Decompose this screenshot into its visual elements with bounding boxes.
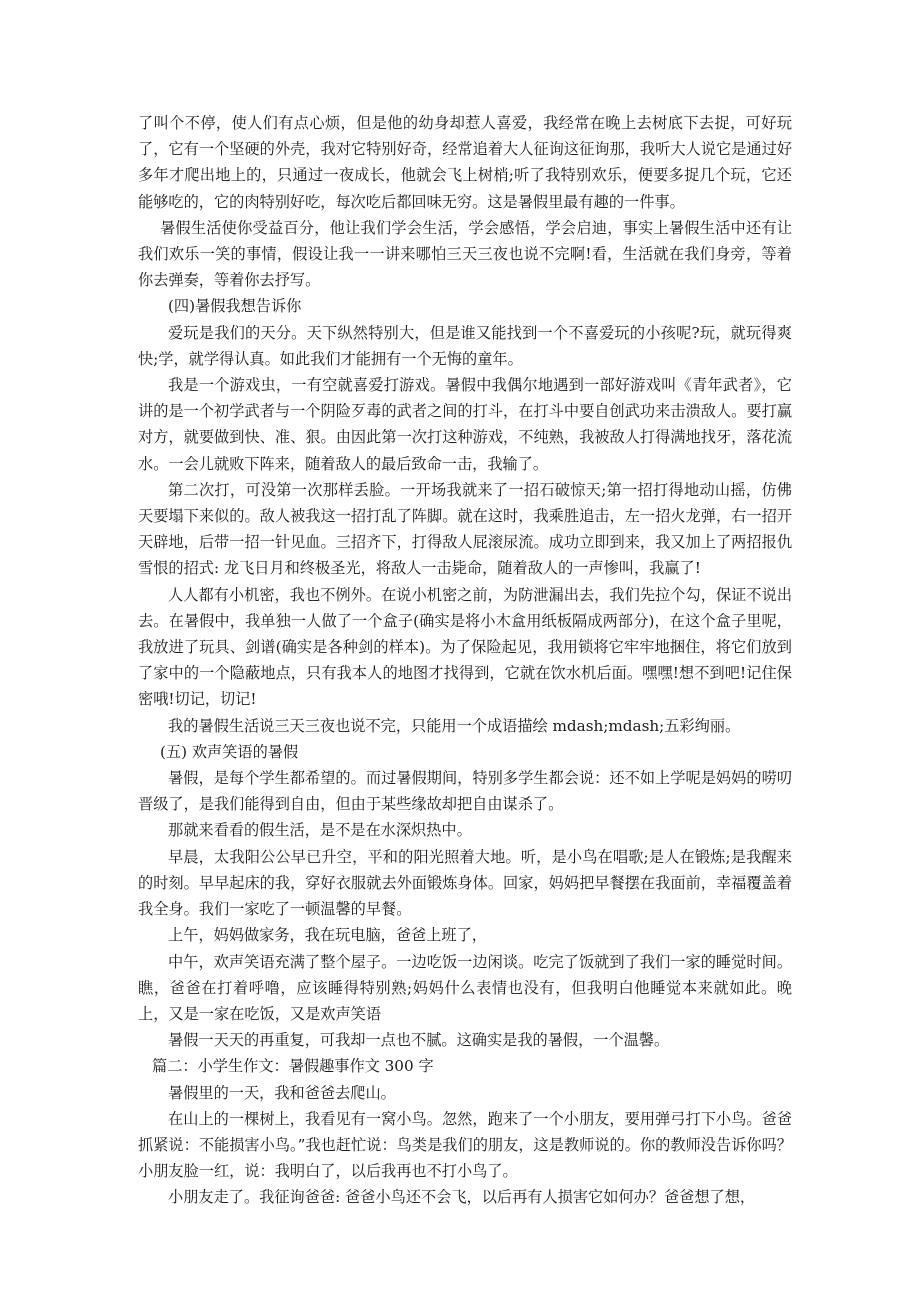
paragraph-game-second: 第二次打，可没第一次那样丢脸。一开场我就来了一招石破惊天;第一招打得地动山摇，仿佛天要塌下来似的。敌人被我这一招打乱了阵脚。就在这时，我乘胜追击，左一招火龙弹，右一招开天辟地，后带一招一针见血。三招齐下，打得敌人屁滚尿流。成功立即到来，我又加上了两招报仇雪恨的招式: 龙飞日月和终极圣光，将敌人一击毙命，随着敌人的一声惨叫，我赢了! [138, 480, 792, 578]
paragraph-summer-benefit: 暑假生活使你受益百分，他让我们学会生活，学会感悟，学会启迪，事实上暑假生活中还有让我们欢乐一笑的事情，假设让我一一讲来哪怕三天三夜也说不完啊!看，生活就在我们身旁，等着你去弹奏，等着你去抒写。 [138, 218, 792, 290]
paragraph-play-nature: 爱玩是我们的天分。天下纵然特别大，但是谁又能找到一个不喜爱玩的小孩呢?玩，就玩得爽快;学，就学得认真。如此我们才能拥有一个无悔的童年。 [138, 323, 792, 368]
paragraph-game-first: 我是一个游戏虫，一有空就喜爱打游戏。暑假中我偶尔地遇到一部好游戏叫《青年武者》，它讲的是一个初学武者与一个阴险歹毒的武者之间的打斗，在打斗中要自创武功来击溃敌人。要打赢对方，就要做到快、准、狠。由因此第一次打这种游戏，不纯熟，我被敌人打得满地找牙，落花流水。一会儿就败下阵来，随着敌人的最后致命一击，我输了。 [138, 376, 792, 473]
paragraph-ask-dad: 小朋友走了。我征询爸爸: 爸爸小鸟还不会飞，以后再有人损害它如何办？爸爸想了想， [168, 1188, 756, 1207]
paragraph-secret: 人人都有小机密，我也不例外。在说小机密之前，为防泄漏出去，我们先拉个勾，保证不说出去。在暑假中，我单独一人做了一个盒子(确实是将小木盒用纸板隔成两部分)，在这个盒子里呢，我放进了玩具、剑谱(确实是各种剑的样本)。为了保险起见，我用锁将它牢牢地捆住，将它们放到了家中的一个隐蔽地点，只有我本人的地图才找得到，它就在饮水机后面。嘿嘿!想不到吧!记住保密哦!切记，切记! [138, 585, 792, 709]
section-heading-4: (四)暑假我想告诉你 [168, 297, 302, 316]
paragraph-summer-hope: 暑假，是每个学生都希望的。而过暑假期间，特别多学生都会说：还不如上学呢是妈妈的唠叨晋级了，是我们能得到自由，但由于某些缘故却把自由谋杀了。 [138, 769, 792, 814]
document-page [138, 110, 792, 1211]
paragraph-morning: 早晨，太我阳公公早已升空，平和的阳光照着大地。听，是小鸟在唱歌;是人在锻炼;是我醒来的时刻。早早起床的我，穿好衣服就去外面锻炼身体。回家，妈妈把早餐摆在我面前，幸福覆盖着我全身。我们一家吃了一顿温馨的早餐。 [138, 847, 792, 919]
article-title-2: 篇二：小学生作文：暑假趣事作文 300 字 [152, 1057, 434, 1076]
paragraph-look-life: 那就来看看的假生活，是不是在水深炽热中。 [168, 821, 472, 840]
paragraph-birds: 在山上的一棵树上，我看见有一窝小鸟。忽然，跑来了一个小朋友，要用弹弓打下小鸟。爸爸抓紧说：不能损害小鸟。”我也赶忙说：鸟类是我们的朋友，这是教师说的。你的教师没告诉你吗？小朋友脸一红，说：我明白了，以后我再也不打小鸟了。 [138, 1109, 792, 1181]
section-heading-5: (五) 欢声笑语的暑假 [160, 742, 299, 761]
paragraph-summary: 我的暑假生活说三天三夜也说不完，只能用一个成语描绘 mdash;mdash;五彩绚丽。 [168, 716, 741, 735]
paragraph-forenoon: 上午，妈妈做家务，我在玩电脑，爸爸上班了， [168, 926, 487, 945]
paragraph-climb: 暑假里的一天，我和爸爸去爬山。 [168, 1083, 396, 1102]
paragraph-noon: 中午，欢声笑语充满了整个屋子。一边吃饭一边闲谈。吃完了饭就到了我们一家的睡觉时间。瞧，爸爸在打着呼噜，应该睡得特别熟;妈妈什么表情也没有，但我明白他睡觉本来就如此。晚上，又是一家在吃饭，又是欢声笑语 [138, 952, 792, 1023]
paragraph-cicada-story: 了叫个不停，使人们有点心烦，但是他的幼身却惹人喜爱，我经常在晚上去树底下去捉，可好玩了，它有一个坚硬的外壳，我对它特别好奇，经常追着大人征询这征询那，我听大人说它是通过好多年才爬出地上的，只通过一夜成长，他就会飞上树梢;听了我特别欢乐，便要多捉几个玩，它还能够吃的，它的肉特别好吃，每次吃后都回味无穷。这是暑假里最有趣的一件事。 [138, 114, 792, 211]
paragraph-repeat: 暑假一天天的再重复，可我却一点也不腻。这确实是我的暑假，一个温馨。 [168, 1031, 670, 1050]
